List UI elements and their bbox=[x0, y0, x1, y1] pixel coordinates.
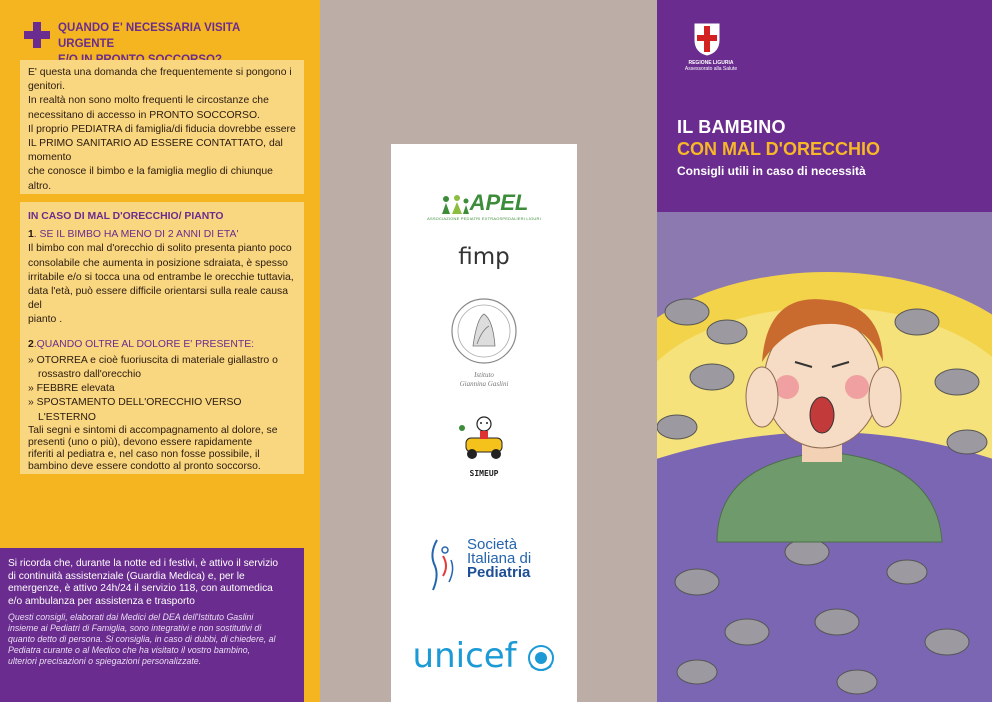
point1-text: Il bimbo con mal d'orecchio di solito presenta pianto poco consolabile che aumenta in posizione sdraiata, è spesso irritabile e/o si tocca una od entrambe le orecchie tuttavia, data l'età, può essere difficile orientarsi sulla reale causa del pianto . bbox=[28, 243, 294, 326]
apel-children-icon bbox=[440, 194, 470, 216]
gaslini-seal-icon bbox=[449, 296, 519, 366]
list-item: » SPOSTAMENTO DELL'ORECCHIO VERSO L'ESTERNO bbox=[28, 397, 242, 423]
list-item: » OTORREA e cioè fuoriuscita di materiale giallastro o rossastro dall'orecchio bbox=[28, 354, 278, 381]
unicef-globe-icon bbox=[527, 644, 555, 672]
sip-line3: Pediatria bbox=[467, 564, 531, 581]
simeup-car-icon bbox=[454, 414, 514, 464]
intro-box bbox=[20, 60, 304, 194]
cover-header bbox=[657, 0, 992, 212]
cover-title-line2: CON MAL D'ORECCHIO bbox=[677, 139, 880, 159]
note-main-text: Si ricorda che, durante la notte ed i festivi, è attivo il servizio di continuità assistenziale (Guardia Medica) e, per le emergenze, è attivo 24h/24 il servizio 118, con automedica e/o ambulanza per assistenza e trasporto bbox=[8, 558, 279, 607]
region-name: REGIONE LIGURIA bbox=[688, 60, 734, 66]
sip-logo bbox=[391, 536, 577, 596]
point2-heading bbox=[28, 338, 296, 352]
regione-liguria-crest-icon bbox=[693, 22, 721, 56]
point1-number: 1 bbox=[28, 229, 34, 241]
logo-strip bbox=[391, 144, 577, 702]
intro-paragraph: In realtà non sono molto frequenti le circostanze che necessitano di accesso in PRONTO SOCCORSO. bbox=[28, 95, 269, 121]
sip-line2: Italiana di bbox=[467, 550, 532, 567]
point2-closing: Tali segni e sintomi di accompagnamento al dolore, se presenti (uno o più), devono essere rapidamente riferiti al pediatra e, nel caso non fosse possibile, il bambino deve essere condotto al pronto soccorso. bbox=[28, 424, 278, 472]
fimp-wordmark: fimp bbox=[458, 244, 510, 270]
plus-icon bbox=[24, 22, 50, 48]
apel-subtitle: ASSOCIAZIONE PEDIATRI EXTRAOSPEDALIERI LIGURI bbox=[427, 216, 541, 221]
symptom-list bbox=[28, 354, 296, 425]
note-disclaimer: Questi consigli, elaborati dai Medici del DEA dell'Istituto Gaslini insieme ai Pediatri di Famiglia, sono integrativi e non sostitutivi di quanto detto di persona. Si consiglia, in caso di dubbi, di chiedere, al Pediatra curante o al Medico che ha visitato il vostro bambino, ulteriori precisazioni o spiegazioni personalizzate. bbox=[8, 612, 276, 667]
list-item: » FEBBRE elevata bbox=[28, 383, 115, 395]
sip-line1: Società bbox=[467, 536, 518, 553]
section-title: IN CASO DI MAL D'ORECCHIO/ PIANTO bbox=[28, 211, 224, 222]
simeup-wordmark: SIMEUP bbox=[469, 469, 499, 478]
region-label bbox=[671, 60, 751, 72]
unicef-logo bbox=[391, 636, 577, 676]
ear-pain-box bbox=[20, 202, 304, 474]
cover-title-line1: IL BAMBINO bbox=[677, 117, 786, 137]
point2-title: .QUANDO OLTRE AL DOLORE E' PRESENTE: bbox=[33, 338, 255, 350]
region-department: Assessorato alla Salute bbox=[684, 66, 738, 72]
simeup-logo bbox=[391, 414, 577, 478]
point1-heading bbox=[28, 228, 296, 242]
apel-wordmark: APEL bbox=[469, 190, 529, 215]
unicef-wordmark: unicef bbox=[412, 636, 517, 676]
point1-title: . SE IL BIMBO HA MENO DI 2 ANNI DI ETA' bbox=[33, 229, 239, 241]
guardia-medica-note bbox=[0, 548, 304, 702]
intro-paragraph: E' questa una domanda che frequentemente si pongono i genitori. bbox=[28, 67, 292, 93]
question-title: QUANDO E' NECESSARIA VISITA URGENTE bbox=[58, 22, 240, 50]
apel-logo bbox=[391, 190, 577, 221]
crying-child-illustration bbox=[657, 212, 992, 702]
right-panel bbox=[657, 0, 992, 702]
left-panel bbox=[0, 0, 320, 702]
gaslini-name: Istituto Giannina Gaslini bbox=[459, 371, 509, 388]
point2-number: 2 bbox=[28, 338, 34, 350]
gaslini-logo bbox=[391, 296, 577, 389]
sip-name bbox=[467, 538, 531, 580]
intro-paragraph: Il proprio PEDIATRA di famiglia/di fiducia dovrebbe essere IL PRIMO SANITARIO AD ESSERE CONTATTATO, dal momento che conosce il bimbo e la famiglia meglio di chiunque altro. bbox=[28, 123, 296, 192]
fimp-logo bbox=[391, 244, 577, 270]
middle-panel bbox=[320, 0, 657, 702]
sip-figures-icon bbox=[423, 536, 463, 594]
cover-subtitle: Consigli utili in caso di necessità bbox=[677, 164, 866, 178]
